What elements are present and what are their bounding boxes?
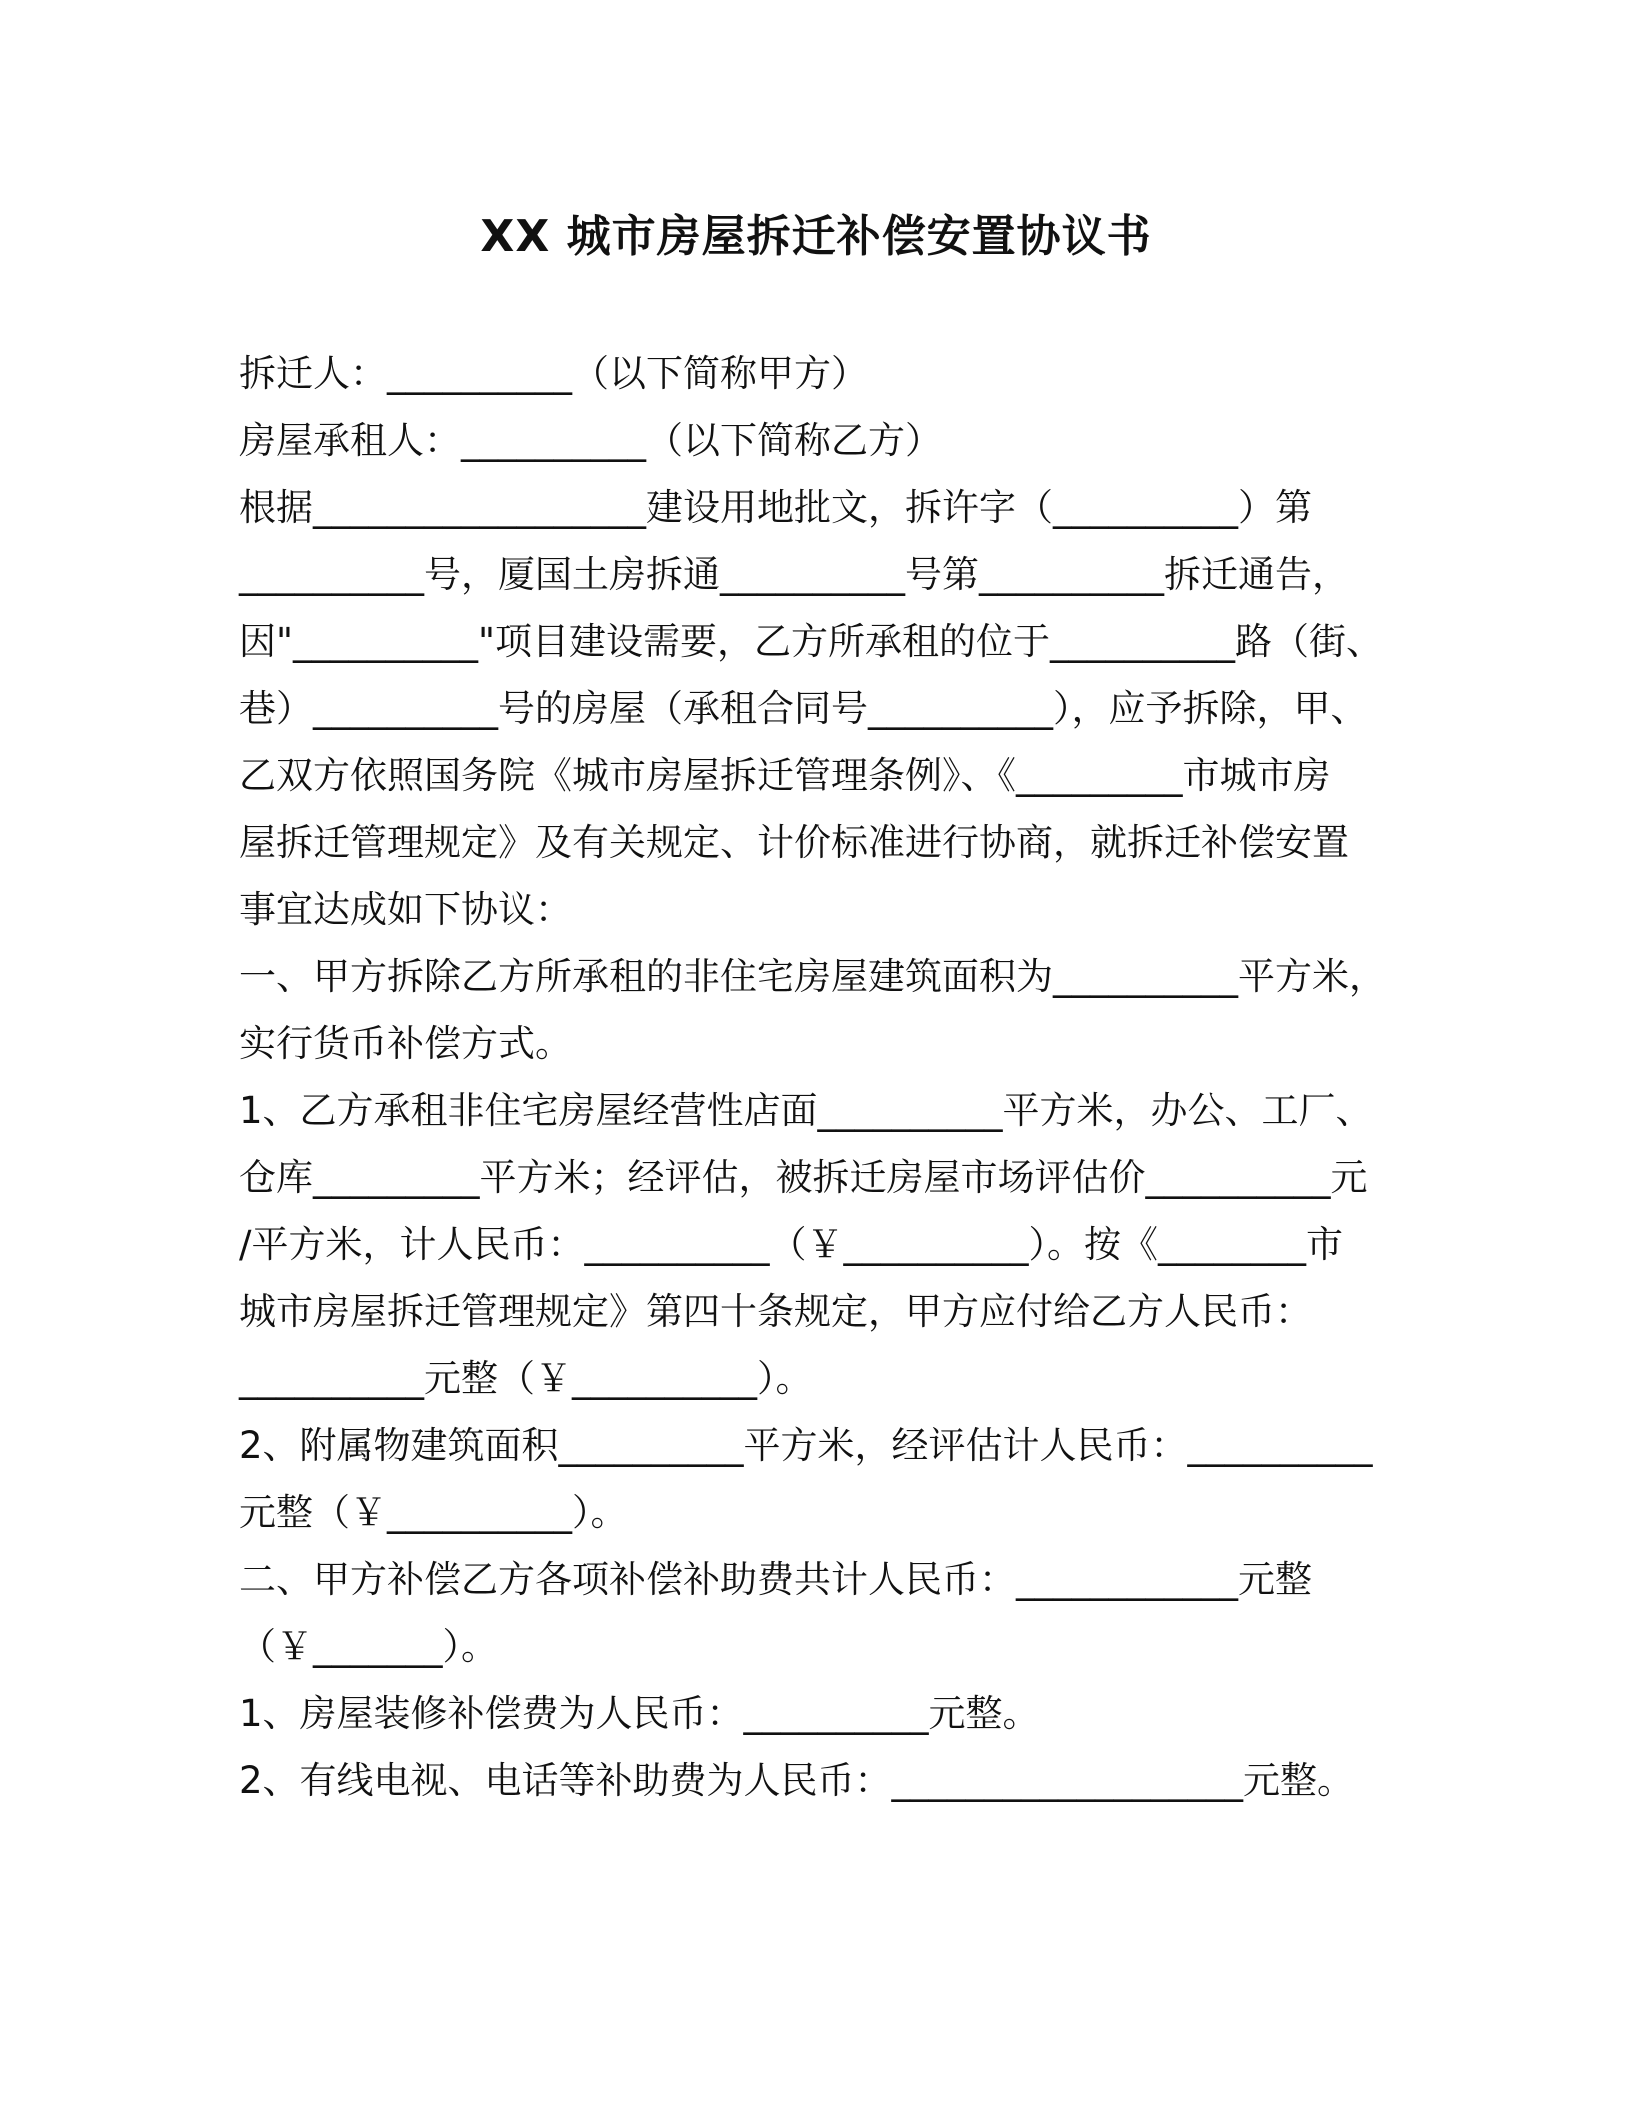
line-demolisher: 拆迁人：__________（以下简称甲方） [239,352,868,395]
body-line: 事宜达成如下协议： [239,888,572,931]
document-body [239,340,1389,1814]
line-tenant: 房屋承租人：__________（以下简称乙方） [239,419,942,462]
clause-line: 2、附属物建筑面积__________平方米，经评估计人民币：__________ [239,1424,1373,1467]
clause-line: 1、乙方承租非住宅房屋经营性店面__________平方米，办公、工厂、 [239,1089,1373,1132]
section-two-line: 二、甲方补偿乙方各项补偿补助费共计人民币：____________元整 [239,1558,1312,1601]
clause-line: 城市房屋拆迁管理规定》第四十条规定，甲方应付给乙方人民币： [239,1290,1312,1333]
clause-line: 仓库_________平方米；经评估，被拆迁房屋市场评估价__________元 [239,1156,1368,1199]
clause-line: /平方米，计人民币：__________（￥__________）。按《________市 [239,1223,1343,1266]
section-one-line: 实行货币补偿方式。 [239,1022,572,1065]
body-line: 因"__________"项目建设需要，乙方所承租的位于__________路（街、 [239,620,1384,663]
body-line: 乙双方依照国务院《城市房屋拆迁管理条例》、《_________市城市房 [239,754,1331,797]
clause-line: 元整（￥__________）。 [239,1491,628,1534]
body-line: 巷）__________号的房屋（承租合同号__________），应予拆除，甲、 [239,687,1368,730]
clause-line: 1、房屋装修补偿费为人民币：__________元整。 [239,1692,1040,1735]
body-line: 屋拆迁管理规定》及有关规定、计价标准进行协商，就拆迁补偿安置 [239,821,1349,864]
clause-line: 2、有线电视、电话等补助费为人民币：___________________元整。 [239,1759,1355,1802]
document-title: XX 城市房屋拆迁补偿安置协议书 [480,211,1152,262]
body-line: 根据__________________建设用地批文，拆许字（__________）第 [239,486,1312,529]
clause-line: __________元整（￥__________）。 [239,1357,813,1400]
body-line: __________号，厦国土房拆通__________号第__________拆迁通告， [239,553,1349,596]
section-one-line: 一、甲方拆除乙方所承租的非住宅房屋建筑面积为__________平方米， [239,955,1386,998]
section-two-line: （￥_______）。 [239,1625,498,1668]
